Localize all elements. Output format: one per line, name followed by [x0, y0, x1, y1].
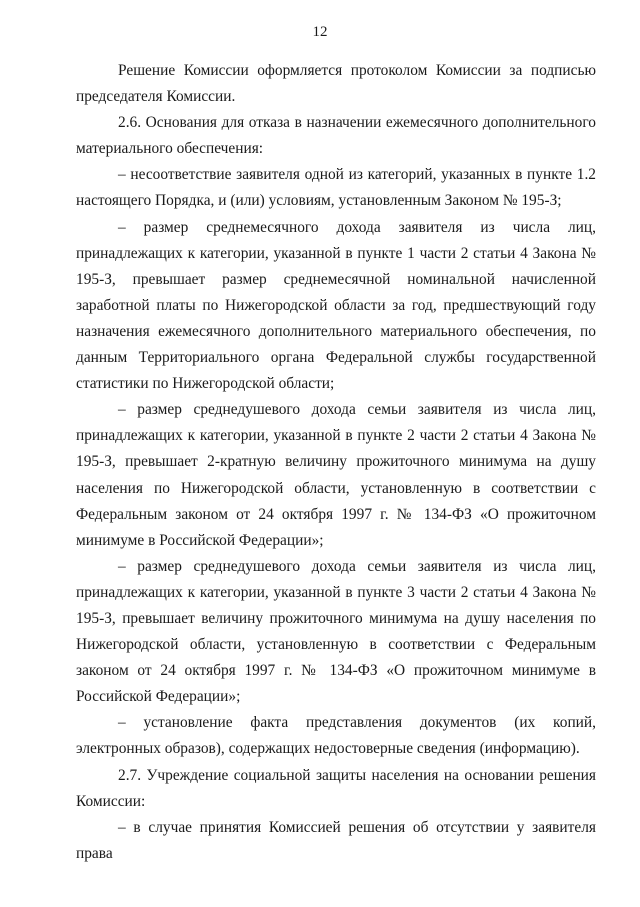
- paragraph-false-documents: – установление факта представления документов (их копий, электронных образов), содержащих недостоверные сведения (информацию).: [76, 714, 596, 758]
- paragraph-2-6-heading: 2.6. Основания для отказа в назначении ежемесячного дополнительного материального обеспечения:: [76, 114, 596, 158]
- paragraph-commission-decision: Решение Комиссии оформляется протоколом Комиссии за подписью председателя Комиссии.: [76, 62, 596, 106]
- document-body: [76, 58, 596, 867]
- paragraph-2-7-heading: 2.7. Учреждение социальной защиты населения на основании решения Комиссии:: [76, 766, 596, 810]
- paragraph-commission-refusal: – в случае принятия Комиссией решения об отсутствии у заявителя права: [76, 818, 596, 862]
- page-number: 12: [312, 24, 328, 40]
- paragraph-category-mismatch: – несоответствие заявителя одной из категорий, указанных в пункте 1.2 настоящего Порядка, и (или) условиям, установленным Законом № 195-З;: [76, 166, 596, 210]
- paragraph-average-monthly-income: – размер среднемесячного дохода заявителя из числа лиц, принадлежащих к категории, указанной в пункте 1 части 2 статьи 4 Закона № 195-З, превышает размер среднемесячной номинальной начисленной заработной платы по Нижегородской области за год, предшествующий году назначения ежемесячного дополнительного материального обеспечения, по данным Территориального органа Федеральной службы государственной статистики по Нижегородской области;: [76, 218, 596, 393]
- paragraph-per-capita-income: – размер среднедушевого дохода семьи заявителя из числа лиц, принадлежащих к категории, указанной в пункте 3 части 2 статьи 4 Закона № 195-З, превышает величину прожиточного минимума на душу населения по Нижегородской области, установленную в соответствии с Федеральным законом от 24 октября 1997 г. № 134-ФЗ «О прожиточном минимуме в Российской Федерации»;: [76, 557, 596, 706]
- paragraph-per-capita-income-double: – размер среднедушевого дохода семьи заявителя из числа лиц, принадлежащих к категории, указанной в пункте 2 части 2 статьи 4 Закона № 195-З, превышает 2-кратную величину прожиточного минимума на душу населения по Нижегородской области, установленную в соответствии с Федеральным законом от 24 октября 1997 г. № 134-ФЗ «О прожиточном минимуме в Российской Федерации»;: [76, 401, 596, 549]
